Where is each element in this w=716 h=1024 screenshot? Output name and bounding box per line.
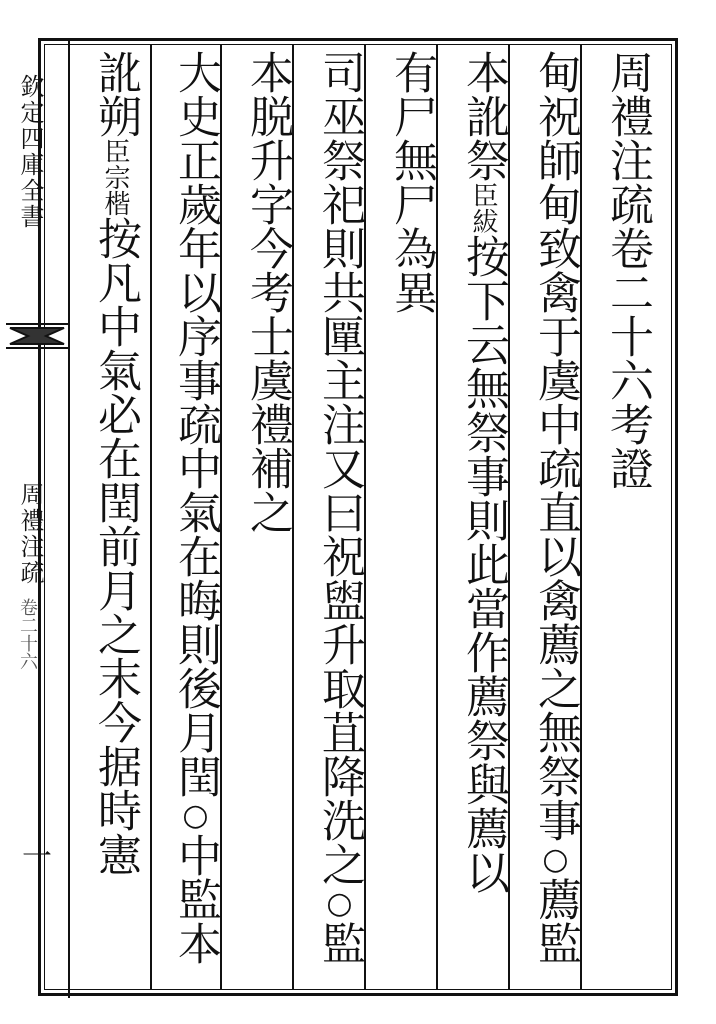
column-text: 訛朔	[90, 50, 141, 138]
column-text: 薦監	[530, 877, 581, 965]
heading-column	[598, 50, 656, 990]
column-text: 大史正歲年以序事疏中氣在晦則後月閏	[170, 50, 221, 798]
column-text: 本脱升字今考士虞禮補之	[242, 50, 293, 534]
margin-separator	[68, 40, 70, 998]
editor-note: 臣紱	[468, 182, 498, 234]
column-text: 有尸無尸為異	[386, 50, 437, 314]
separator-circle: ○	[322, 886, 357, 921]
fishtail-ornament	[6, 322, 68, 350]
separator-circle: ○	[538, 842, 573, 877]
column-rule	[150, 44, 152, 990]
column-text: 甸祝師甸致禽于虞中疏直以禽薦之無祭事	[530, 50, 581, 842]
column-text: 司巫祭祀則共匰主注又曰祝盥升取苴降洗之	[314, 50, 365, 886]
section-mark: 卷二十六	[17, 598, 38, 670]
separator-circle: ○	[178, 798, 213, 833]
text-column	[166, 50, 224, 990]
collection-title: 欽定四庫全書	[16, 74, 44, 230]
text-column	[238, 50, 296, 990]
text-column	[454, 50, 512, 990]
text-column	[526, 50, 584, 990]
page-number: 一	[16, 840, 51, 872]
column-text: 本訛祭	[458, 50, 509, 182]
section-title: 周禮注疏	[16, 482, 44, 586]
column-text: 按下云無祭事則此當作薦祭與薦以	[458, 234, 509, 894]
editor-note: 臣宗楷	[100, 138, 130, 216]
volume-title: 周禮注疏卷二十六考證	[602, 50, 653, 490]
margin-strip	[0, 40, 72, 1000]
column-text: 按凡中氣必在閏前月之末今据時憲	[90, 216, 141, 876]
text-column	[382, 50, 440, 990]
text-column	[86, 50, 144, 990]
column-text: 監	[314, 921, 365, 965]
column-text: 中監本	[170, 833, 221, 965]
text-column	[310, 50, 368, 990]
